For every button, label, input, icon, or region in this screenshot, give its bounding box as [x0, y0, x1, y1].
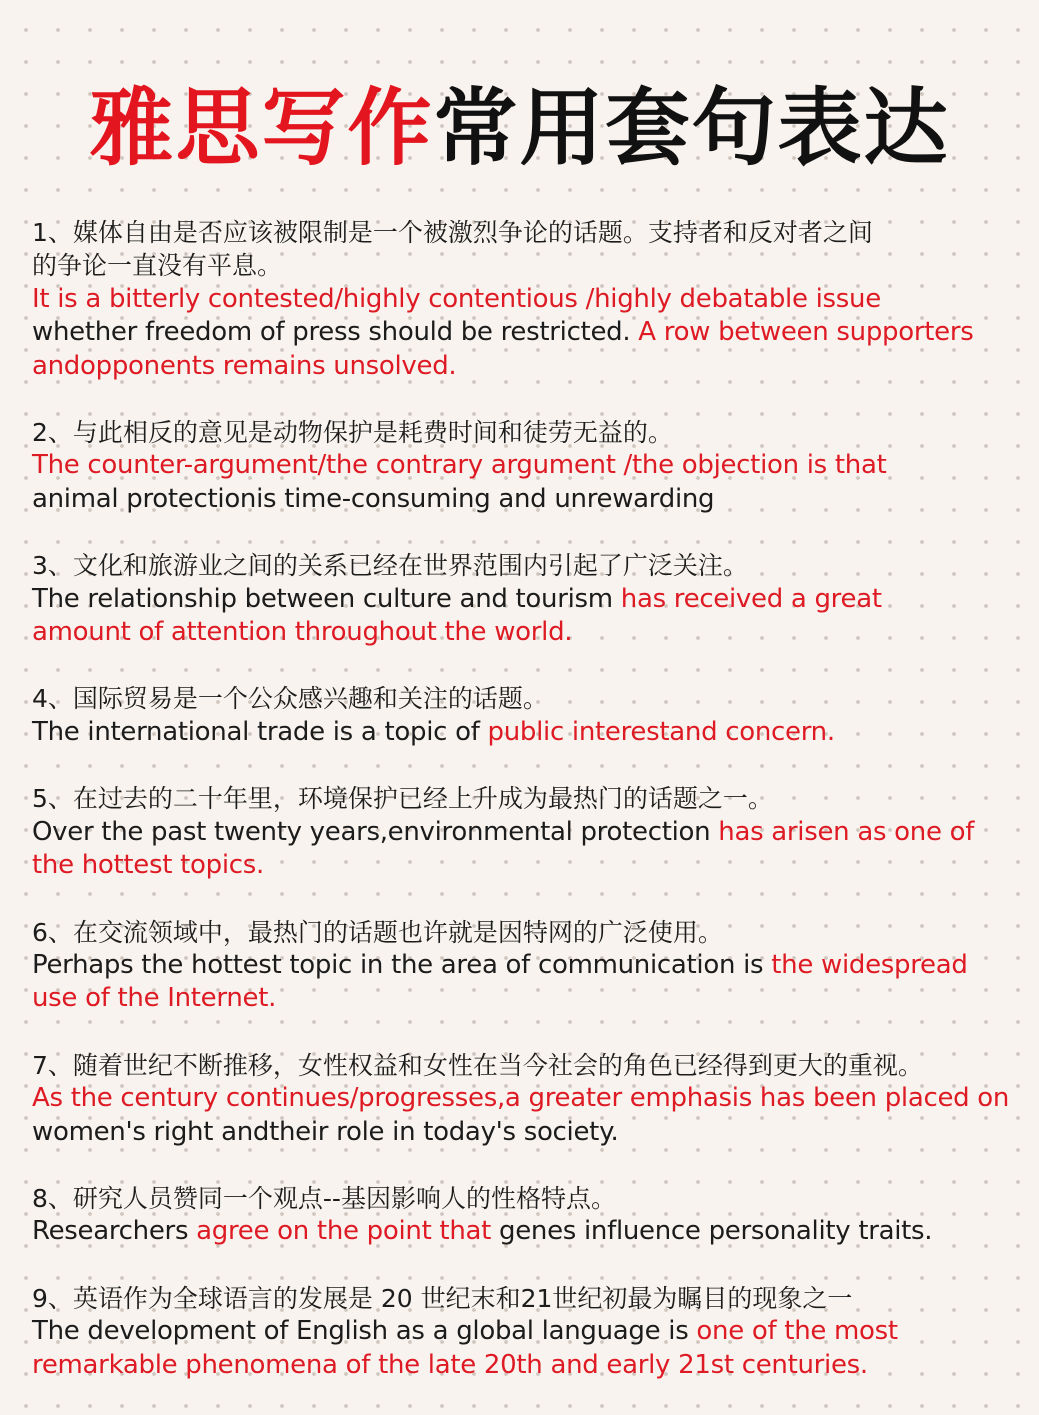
- phrase-item: [32, 1182, 1022, 1249]
- english-sentence-line: [32, 483, 1022, 516]
- english-sentence-line: [32, 316, 1022, 349]
- highlighted-phrase: agree on the point that: [196, 1216, 499, 1247]
- phrase-item: [32, 216, 1022, 383]
- plain-text: Perhaps the hottest topic in the area of communication is: [32, 949, 772, 980]
- highlighted-phrase: the hottest topics.: [32, 850, 264, 881]
- plain-text: animal protectionis time-consuming and unrewarding: [32, 483, 715, 514]
- phrase-item: [32, 1049, 1022, 1149]
- chinese-sentence-line: 2、与此相反的意见是动物保护是耗费时间和徒劳无益的。: [32, 418, 673, 448]
- english-sentence-line: [32, 449, 1022, 482]
- chinese-sentence-line: 7、随着世纪不断推移，女性权益和女性在当今社会的角色已经得到更大的重视。: [32, 1050, 923, 1080]
- plain-text: The relationship between culture and tourism: [32, 583, 621, 614]
- chinese-sentence-line: 4、国际贸易是一个公众感兴趣和关注的话题。: [32, 684, 548, 714]
- english-sentence-line: [32, 716, 1022, 749]
- chinese-sentence-line: 的争论一直没有平息。: [32, 251, 283, 281]
- chinese-sentence-line: 1、媒体自由是否应该被限制是一个被激烈争论的话题。支持者和反对者之间: [32, 218, 873, 247]
- chinese-sentence-line: 8、研究人员赞同一个观点--基因影响人的性格特点。: [32, 1183, 616, 1213]
- english-sentence-line: [32, 1349, 1022, 1382]
- english-sentence-line: [32, 583, 1022, 616]
- highlighted-phrase: public interestand concern.: [487, 716, 835, 747]
- highlighted-phrase: A row between supporters: [638, 317, 974, 348]
- plain-text: The international trade is a topic of: [32, 716, 488, 747]
- phrase-item: [32, 682, 1022, 749]
- plain-text: whether freedom of press should be restricted.: [32, 317, 639, 348]
- phrase-item: [32, 1282, 1022, 1382]
- title-red-part: 雅思写作: [89, 79, 434, 177]
- plain-text: The development of English as a global language is: [32, 1316, 697, 1347]
- english-sentence-line: [32, 1116, 1022, 1149]
- highlighted-phrase: has arisen as one of: [718, 816, 975, 847]
- english-sentence-line: [32, 283, 1022, 316]
- plain-text: Researchers: [32, 1216, 197, 1247]
- english-sentence-line: [32, 949, 1022, 982]
- english-sentence-line: [32, 350, 1022, 383]
- english-sentence-line: [32, 1082, 1022, 1115]
- chinese-sentence-line: 6、在交流领域中，最热门的话题也许就是因特网的广泛使用。: [32, 917, 723, 947]
- highlighted-phrase: one of the most: [696, 1316, 898, 1347]
- highlighted-phrase: remarkable phenomena of the late 20th and early 21st centuries.: [32, 1349, 868, 1380]
- highlighted-phrase: It is a bitterly contested/highly contentious /highly debatable issue: [32, 283, 881, 314]
- english-sentence-line: [32, 1315, 1022, 1348]
- phrase-list: [32, 216, 1022, 1415]
- phrase-item: [32, 916, 1022, 1016]
- plain-text: women's right andtheir role in today's society.: [32, 1116, 619, 1147]
- page-title: [0, 78, 1039, 178]
- english-sentence-line: [32, 1215, 1022, 1248]
- plain-text: Over the past twenty years,environmental protection: [32, 816, 719, 847]
- chinese-sentence-line: 9、英语作为全球语言的发展是 20 世纪末和21世纪初最为瞩目的现象之一: [32, 1283, 853, 1313]
- english-sentence-line: [32, 616, 1022, 649]
- highlighted-phrase: the widespread: [771, 949, 968, 980]
- english-sentence-line: [32, 849, 1022, 882]
- title-black-part: 常用套句表达: [433, 79, 950, 177]
- highlighted-phrase: has received a great: [620, 583, 882, 614]
- highlighted-phrase: use of the Internet.: [32, 983, 277, 1014]
- plain-text: genes influence personality traits.: [499, 1216, 933, 1247]
- english-sentence-line: [32, 816, 1022, 849]
- english-sentence-line: [32, 982, 1022, 1015]
- highlighted-phrase: As the century continues/progresses,a greater emphasis has been placed on: [32, 1083, 1010, 1114]
- highlighted-phrase: The counter-argument/the contrary argument /the objection is that: [32, 450, 887, 481]
- phrase-item: [32, 416, 1022, 516]
- phrase-item: [32, 549, 1022, 649]
- highlighted-phrase: andopponents remains unsolved.: [32, 350, 457, 381]
- chinese-sentence-line: 5、在过去的二十年里，环境保护已经上升成为最热门的话题之一。: [32, 784, 773, 814]
- chinese-sentence-line: 3、文化和旅游业之间的关系已经在世界范围内引起了广泛关注。: [32, 551, 748, 581]
- phrase-item: [32, 782, 1022, 882]
- highlighted-phrase: amount of attention throughout the world.: [32, 617, 573, 648]
